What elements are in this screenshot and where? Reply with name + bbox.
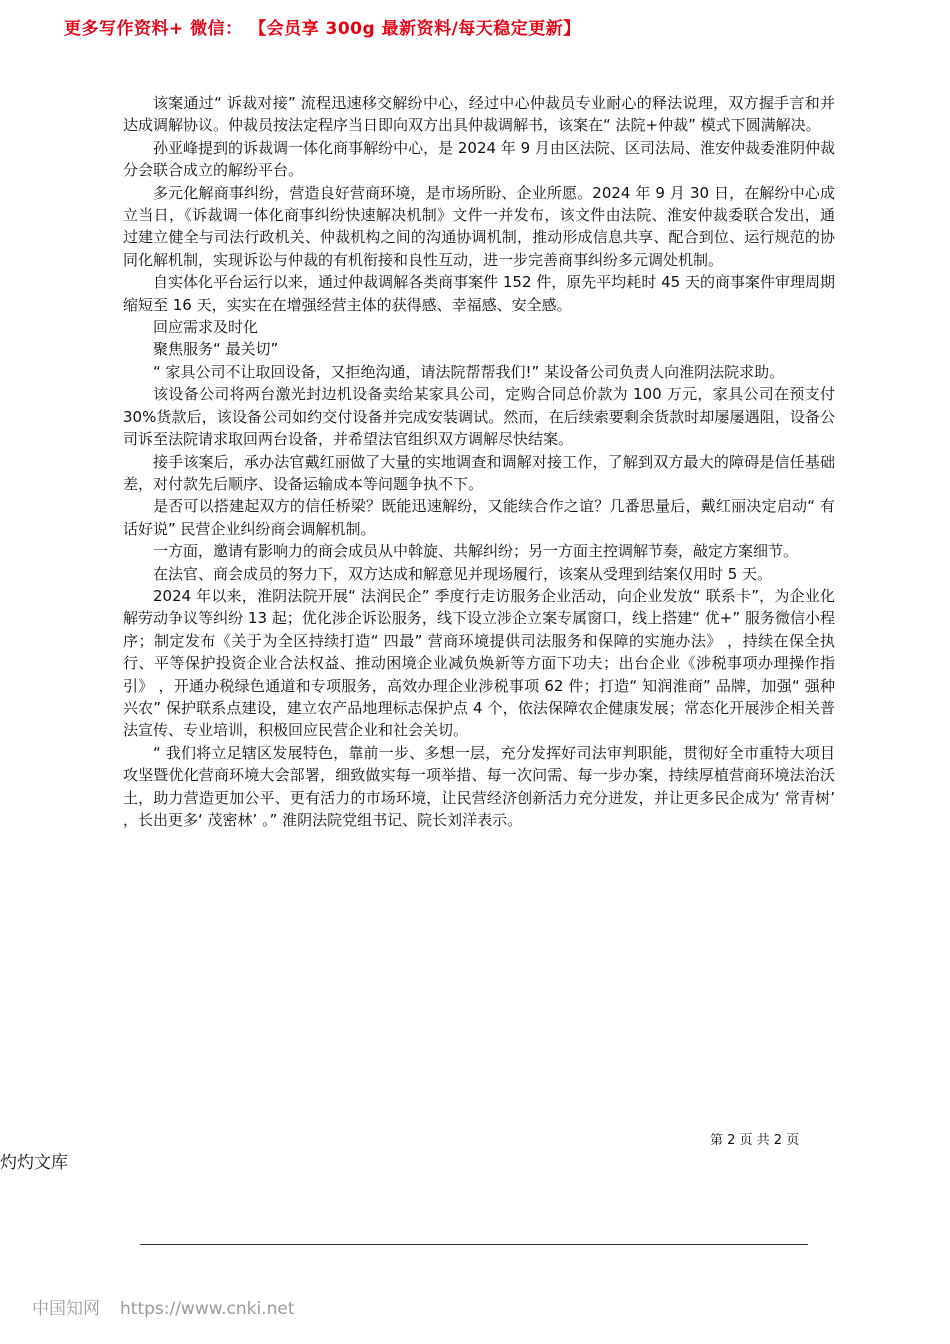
section-heading: 回应需求及时化: [153, 318, 259, 337]
cnki-footer: [32, 1294, 294, 1319]
paragraph: 接手该案后，承办法官戴红丽做了大量的实地调查和调解对接工作，了解到双方最大的障碍是信任基础差，对付款先后顺序、设备运输成本等问题争执不下。: [123, 452, 835, 493]
paragraph: 多元化解商事纠纷，营造良好营商环境，是市场所盼、企业所愿。2024 年 9 月 30 日，在解纷中心成立当日，《诉裁调一体化商事纠纷快速解决机制》文件一并发布，该文件由法院、淮安仲裁委联合发出，通过建立健全与司法行政机关、仲裁机构之间的沟通协调机制，推动形成信息共享、配合到位、运行规范的协同化解机制，实现诉讼与仲裁的有机衔接和良性互动，进一步完善商事纠纷多元调处机制。: [123, 183, 835, 269]
paragraph: “ 家具公司不让取回设备，又拒绝沟通，请法院帮帮我们!” 某设备公司负责人向淮阴法院求助。: [153, 362, 785, 381]
paragraph: “ 我们将立足辖区发展特色，靠前一步、多想一层，充分发挥好司法审判职能，贯彻好全市重特大项目攻坚暨优化营商环境大会部署，细致做实每一项举措、每一次问需、每一步办案，持续厚植营商环境法治沃土，助力营造更加公平、更有活力的市场环境，让民营经济创新活力充分迸发，并让更多民企成为‘ 常青树’ ，长出更多‘ 茂密林’ 。” 淮阴法院党组书记、院长刘洋表示。: [123, 743, 835, 829]
cnki-name: 中国知网: [32, 1299, 100, 1319]
paragraph: 是否可以搭建起双方的信任桥梁？既能迅速解纷，又能续合作之谊？几番思量后，戴红丽决定启动“ 有话好说” 民营企业纠纷商会调解机制。: [123, 497, 835, 538]
paragraph: 自实体化平台运行以来，通过仲裁调解各类商事案件 152 件，原先平均耗时 45 天的商事案件审理周期缩短至 16 天，实实在在增强经营主体的获得感、幸福感、安全感。: [123, 273, 835, 314]
paragraph: 该设备公司将两台激光封边机设备卖给某家具公司，定购合同总价款为 100 万元，家具公司在预支付 30%货款后，该设备公司如约交付设备并完成安装调试。然而，在后续索要剩余货款时却屡屡遇阻，设备公司诉至法院请求取回两台设备，并希望法官组织双方调解尽快结案。: [123, 385, 835, 449]
article-body: [123, 92, 835, 831]
paragraph: 一方面，邀请有影响力的商会成员从中斡旋、共解纠纷；另一方面主控调解节奏，敲定方案细节。: [153, 542, 799, 561]
page-number: 第 2 页 共 2 页: [710, 1133, 800, 1148]
promo-banner[interactable]: 更多写作资料+ 微信： 【会员享 300g 最新资料/每天稳定更新】: [64, 19, 581, 39]
paragraph: 该案通过“ 诉裁对接” 流程迅速移交解纷中心，经过中心仲裁员专业耐心的释法说理，双方握手言和并达成调解协议。仲裁员按法定程序当日即向双方出具仲裁调解书，该案在“ 法院+仲裁” 模式下圆满解决。: [123, 94, 835, 135]
section-heading: 聚焦服务“ 最关切”: [153, 340, 279, 359]
paragraph: 孙亚峰提到的诉裁调一体化商事解纷中心，是 2024 年 9 月由区法院、区司法局、淮安仲裁委淮阴仲裁分会联合成立的解纷平台。: [123, 138, 835, 180]
paragraph: 在法官、商会成员的努力下，双方达成和解意见并现场履行，该案从受理到结案仅用时 5 天。: [153, 564, 773, 583]
cnki-url[interactable]: https://www.cnki.net: [120, 1299, 295, 1319]
divider: [140, 1244, 808, 1245]
paragraph: 2024 年以来，淮阴法院开展“ 法润民企” 季度行走访服务企业活动，向企业发放“ 联系卡”，为企业化解劳动争议等纠纷 13 起；优化涉企诉讼服务，线下设立涉企立案专属窗口，线上搭建“ 优+” 服务微信小程序；制定发布《关于为全区持续打造“ 四最” 营商环境提供司法服务和保障的实施办法》 ，持续在保全执行、平等保护投资企业合法权益、推动困境企业减负焕新等方面下功夫；出台企业《涉税事项办理操作指引》 ，开通办税绿色通道和专项服务，高效办理企业涉税事项 62 件；打造“ 知润淮商” 品牌，加强“ 强种兴农” 保护联系点建设，建立农产品地理标志保护点 4 个，依法保障农企健康发展；常态化开展涉企相关普法宣传、专业培训，积极回应民营企业和社会关切。: [123, 586, 835, 740]
watermark-text: 灼灼文库: [0, 1153, 68, 1173]
